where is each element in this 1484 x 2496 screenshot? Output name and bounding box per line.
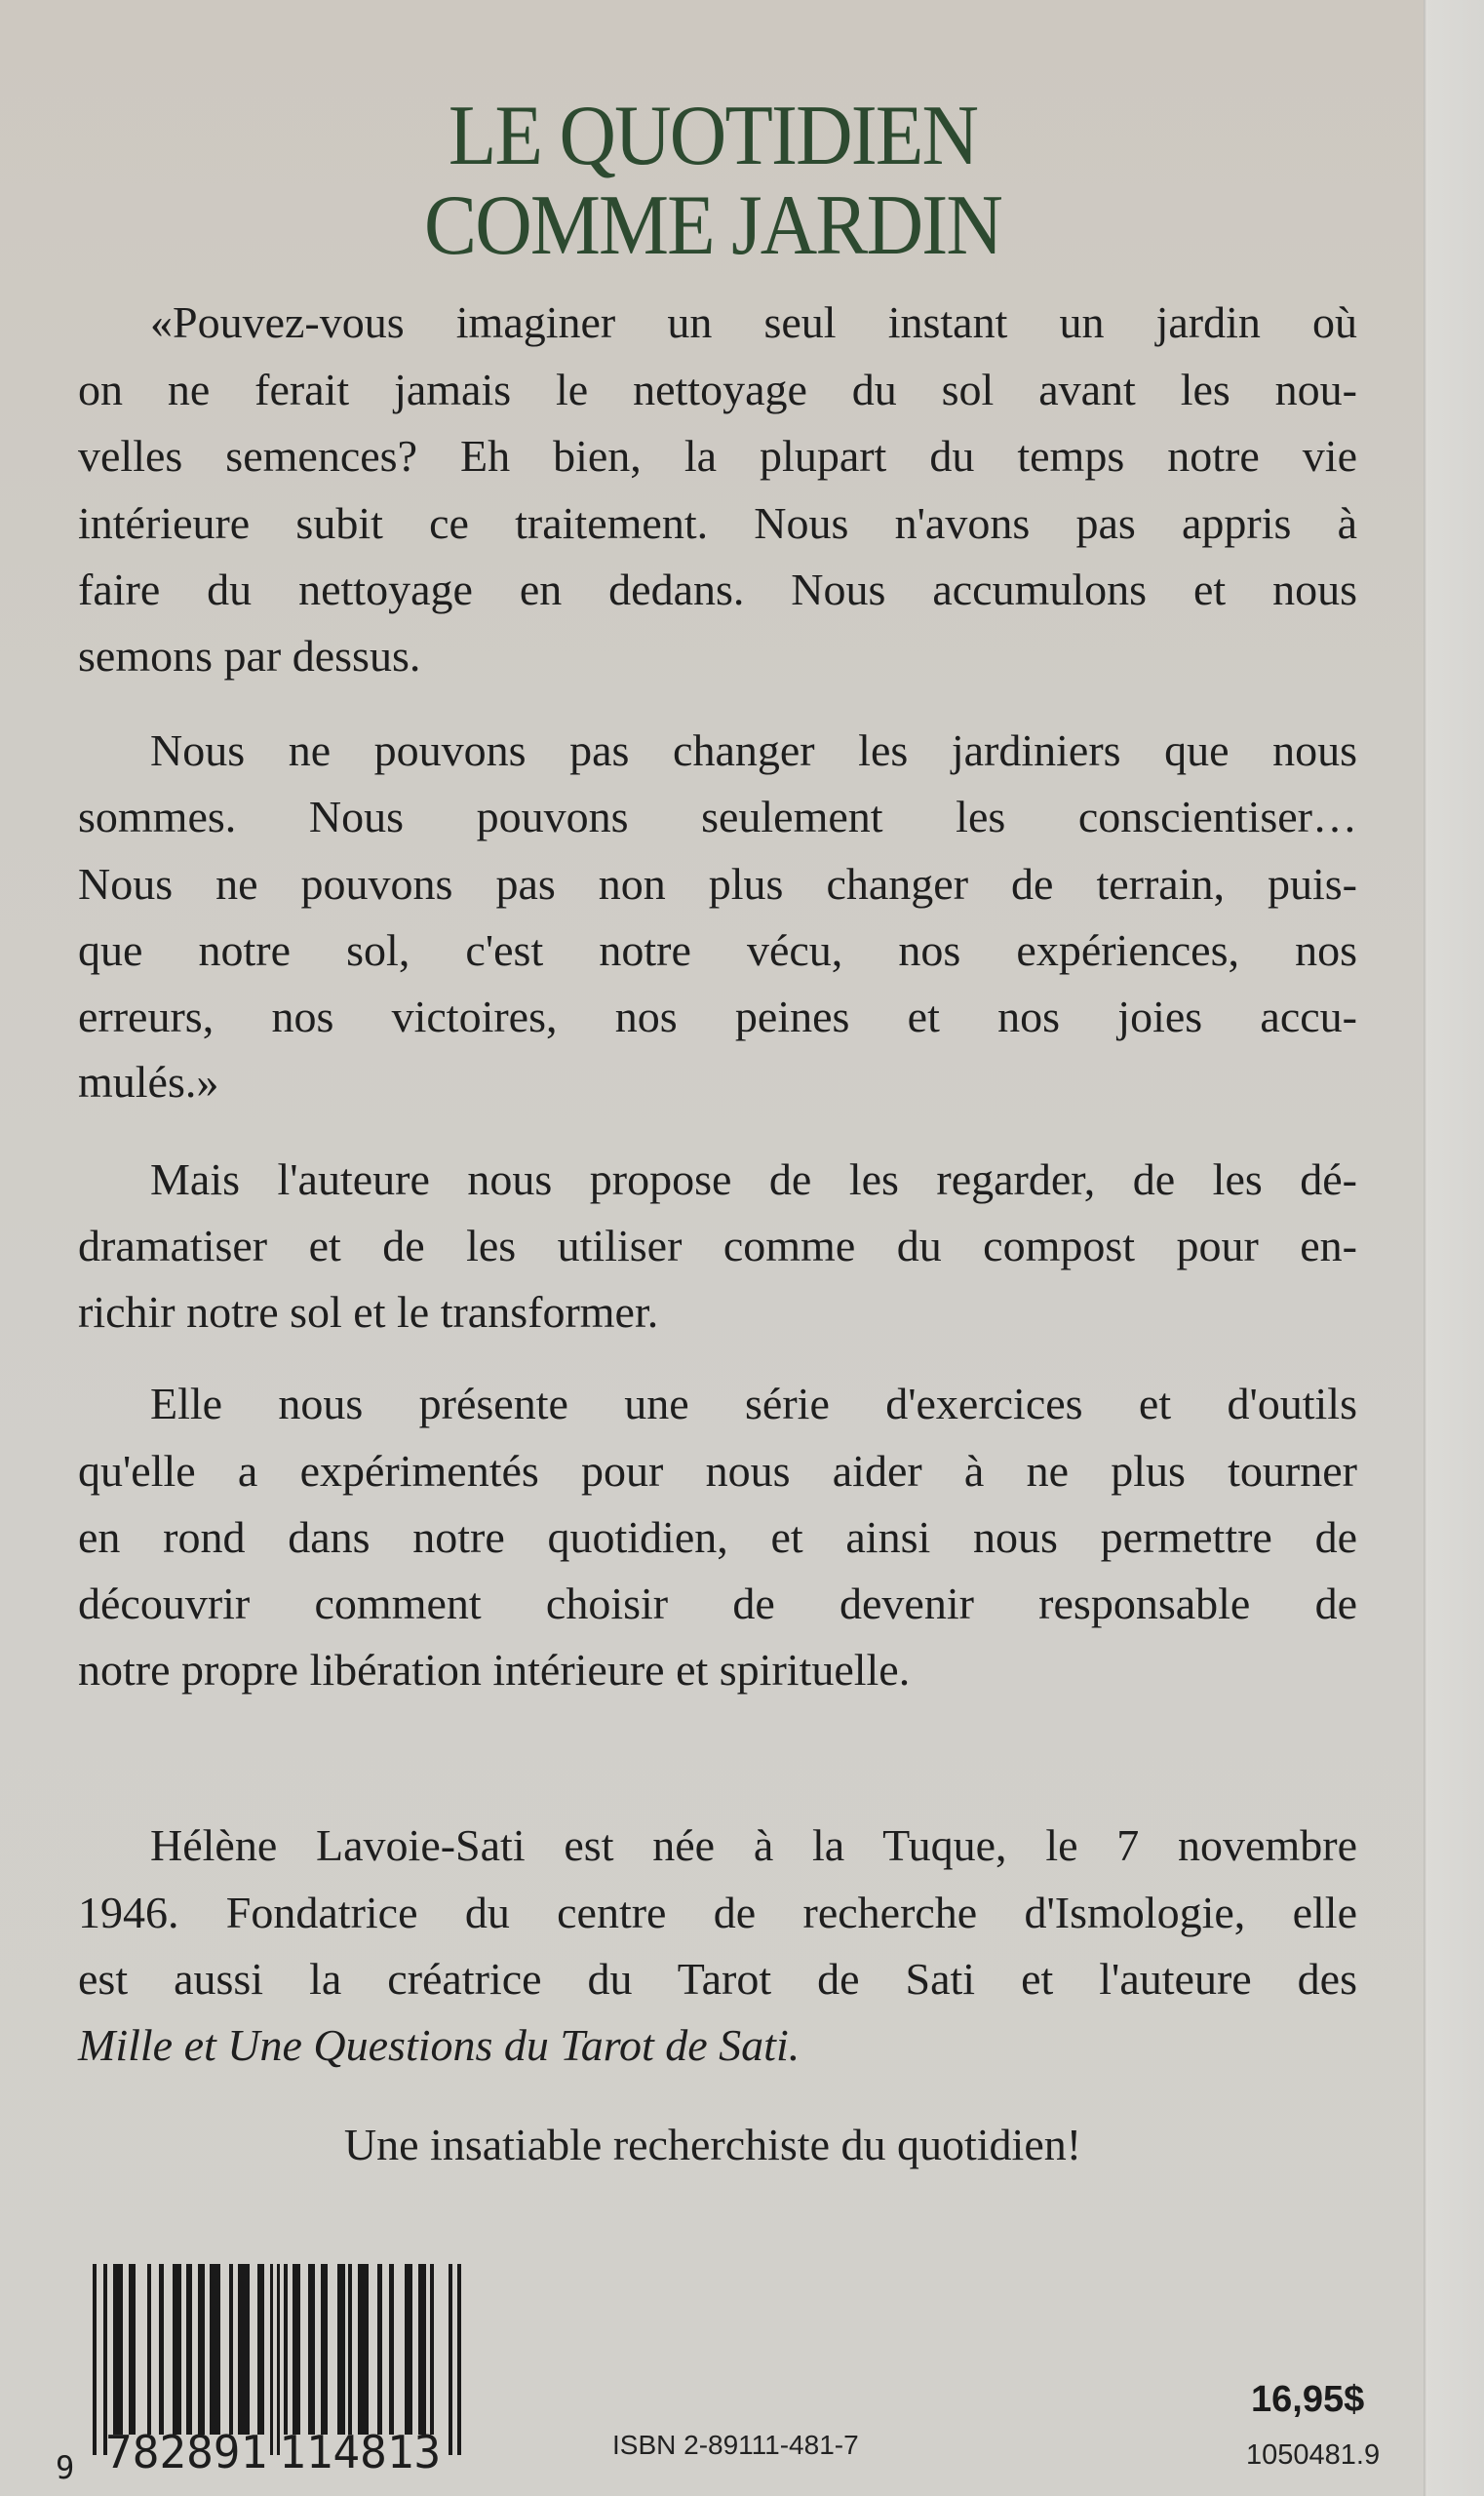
paragraph-1-line: faire du nettoyage en dedans. Nous accumulons et nous xyxy=(78,565,1357,614)
paragraph-2-line: que notre sol, c'est notre vécu, nos expériences, nos xyxy=(78,925,1357,975)
isbn-number: ISBN 2-89111-481-7 xyxy=(612,2430,859,2460)
author-bio-book-title: Mille et Une Questions du Tarot de Sati. xyxy=(78,2020,801,2070)
paragraph-4-line: notre propre libération intérieure et spirituelle. xyxy=(78,1645,911,1695)
paragraph-1-line: semons par dessus. xyxy=(78,631,421,681)
paragraph-1-line: «Pouvez-vous imaginer un seul instant un jardin où xyxy=(150,297,1357,347)
price: 16,95$ xyxy=(1251,2379,1365,2420)
paragraph-1-line: on ne ferait jamais le nettoyage du sol avant les nou- xyxy=(78,365,1357,414)
paragraph-4-line: découvrir comment choisir de devenir responsable de xyxy=(78,1579,1357,1628)
paragraph-2-line: Nous ne pouvons pas non plus changer de terrain, puis- xyxy=(78,859,1357,909)
author-bio-line: est aussi la créatrice du Tarot de Sati et l'auteure des xyxy=(78,1954,1357,2004)
barcode-digits-group-2: 114813 xyxy=(279,2426,442,2478)
product-code: 1050481.9 xyxy=(1246,2439,1381,2471)
author-bio-line: Hélène Lavoie-Sati est née à la Tuque, le 7 novembre xyxy=(150,1820,1357,1870)
author-bio-line: 1946. Fondatrice du centre de recherche d'Ismologie, elle xyxy=(78,1888,1357,1937)
paragraph-2-line: sommes. Nous pouvons seulement les conscientiser… xyxy=(78,792,1357,841)
paragraph-2-line: mulés.» xyxy=(78,1057,219,1107)
paragraph-2-line: Nous ne pouvons pas changer les jardiniers que nous xyxy=(150,725,1357,775)
cover-edge-strip xyxy=(1427,0,1484,2496)
barcode-digits-group-1: 782891 xyxy=(105,2426,268,2478)
tagline: Une insatiable recherchiste du quotidien! xyxy=(343,2120,1082,2169)
paragraph-1-line: velles semences? Eh bien, la plupart du temps notre vie xyxy=(78,431,1357,481)
book-title-line-1: LE QUOTIDIEN xyxy=(448,89,978,183)
paragraph-3-line: dramatiser et de les utiliser comme du compost pour en- xyxy=(78,1221,1357,1270)
barcode-lead-digit: 9 xyxy=(56,2449,75,2486)
book-title-line-2: COMME JARDIN xyxy=(424,178,1001,273)
paragraph-4-line: en rond dans notre quotidien, et ainsi nous permettre de xyxy=(78,1512,1357,1562)
paragraph-4-line: Elle nous présente une série d'exercices et d'outils xyxy=(150,1379,1357,1428)
paragraph-3-line: Mais l'auteure nous propose de les regarder, de les dé- xyxy=(150,1154,1357,1204)
paragraph-4-line: qu'elle a expérimentés pour nous aider à ne plus tourner xyxy=(78,1446,1357,1496)
paragraph-3-line: richir notre sol et le transformer. xyxy=(78,1287,659,1337)
paragraph-2-line: erreurs, nos victoires, nos peines et nos joies accu- xyxy=(78,992,1357,1041)
paragraph-1-line: intérieure subit ce traitement. Nous n'avons pas appris à xyxy=(78,498,1357,548)
